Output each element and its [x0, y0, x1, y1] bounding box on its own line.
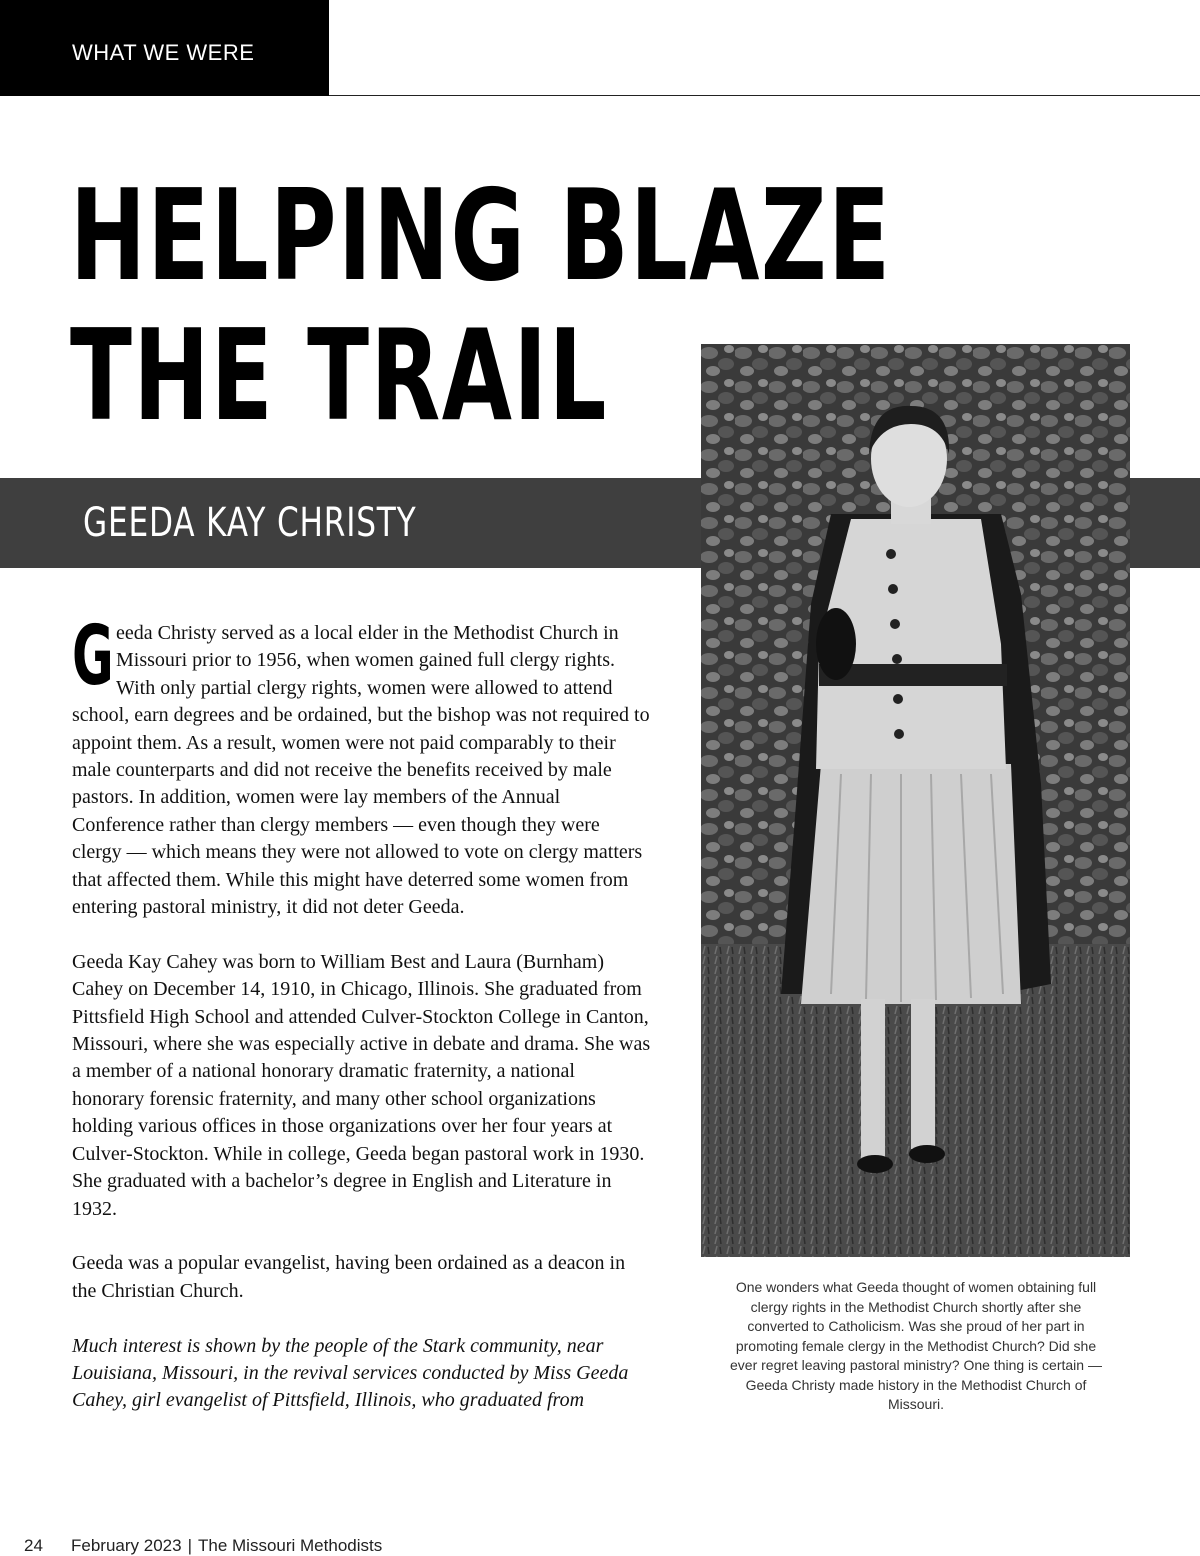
article-paragraph-2: Geeda Kay Cahey was born to William Best and Laura (Burnham) Cahey on December 14, 1910, in Chicago, Illinois. She graduated from Pittsfield High School and attended Culver-Stockton College in Canton, Missouri, where she was especially active in debate and drama. She was a member of a national honorary dramatic fraternity, a national honorary forensic fraternity, and many other school organizations holding various offices in those organizations over her four years at Culver-Stockton. While in college, Geeda began pastoral work in 1930. She graduated with a bachelor’s degree in English and Literature in 1932. — [72, 950, 651, 1220]
photo-caption: One wonders what Geeda thought of women obtaining full clergy rights in the Methodist Church shortly after she converted to Catholicism. Was she proud of her part in promoting female clergy in the Methodist Church? Did she ever regret leaving pastoral ministry? One thing is certain — Geeda Christy made history in the Methodist Church of Missouri. — [730, 1279, 1102, 1412]
headline-line-1: HELPING BLAZE — [70, 162, 892, 309]
footer-separator: | — [187, 1536, 192, 1555]
paragraph-1-text: eeda Christy served as a local elder in the Methodist Church in Missouri prior to 1956, when women gained full clergy rights. With only partial clergy rights, women were allowed to attend school, earn degrees and be ordained, but the bishop was not required to appoint them. As a result, women were not paid comparably to their male counterparts and did not receive the benefits received by male pastors. In addition, women were lay members of the Annual Conference rather than clergy members — even though they were clergy — which means they were not allowed to vote on clergy matters that affected them. While this might have deterred some women from entering pastoral ministry, it did not deter Geeda. — [72, 622, 650, 919]
portrait-photo — [701, 344, 1130, 1257]
publication-name: The Missouri Methodists — [198, 1536, 383, 1555]
subject-name: GEEDA KAY CHRISTY — [83, 500, 417, 546]
page-number: 24 — [24, 1536, 43, 1555]
section-label: WHAT WE WERE — [0, 0, 329, 96]
header-rule — [329, 95, 1200, 96]
article-paragraph-3: Geeda was a popular evangelist, having been ordained as a deacon in the Christian Church. — [72, 1252, 626, 1302]
article-body — [72, 609, 652, 1442]
issue-date: February 2023 — [71, 1536, 182, 1555]
article-paragraph-1 — [72, 609, 652, 921]
headline-line-2: THE TRAIL — [70, 302, 608, 449]
article-quote: Much interest is shown by the people of the Stark community, near Louisiana, Missouri, in the revival services conducted by Miss Geeda Cahey, girl evangelist of Pittsfield, Illinois, who graduated from — [72, 1334, 629, 1412]
drop-cap: G — [72, 609, 114, 704]
portrait-photo-illustration — [701, 344, 1130, 1257]
page-footer — [24, 1536, 382, 1556]
